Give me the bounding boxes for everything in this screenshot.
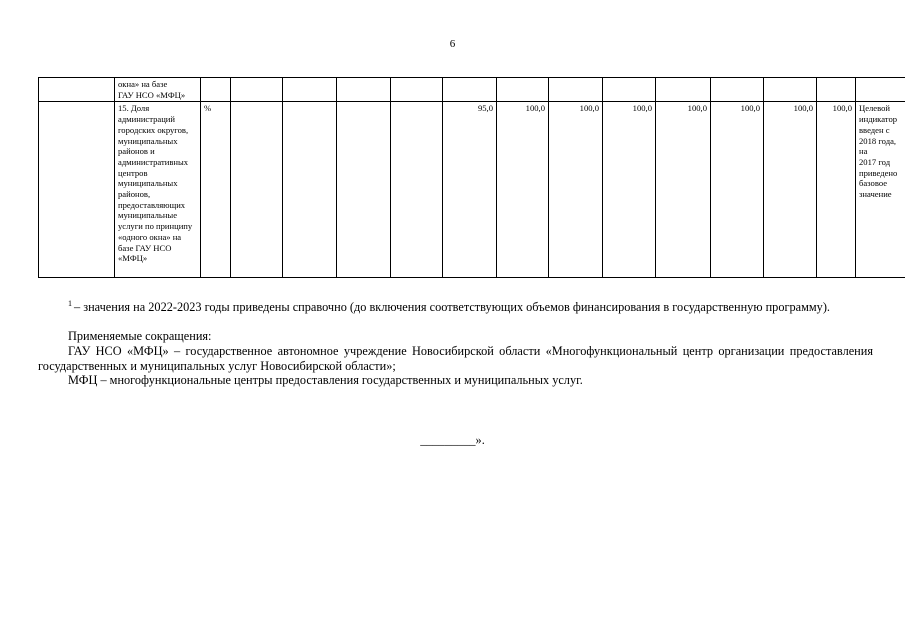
abbreviation-item: ГАУ НСО «МФЦ» – государственное автономное учреждение Новосибирской области «Многофункциональный центр организации предоставления государственных и муниципальных услуг Новосибирской области»;: [38, 343, 873, 373]
page-number: 6: [449, 38, 456, 50]
value-cell: 100,0: [603, 102, 656, 278]
indicator-table: [38, 77, 905, 278]
closing-mark: _________».: [420, 433, 485, 447]
table-cell: [391, 78, 443, 102]
value-cell: 100,0: [549, 102, 603, 278]
value-cell: [337, 102, 391, 278]
table-cell: [856, 78, 905, 102]
table-cell: [337, 78, 391, 102]
footnote-text: – значения на 2022-2023 годы приведены справочно (до включения соответствующих объемов финансирования в государственную программу).: [74, 300, 830, 314]
table-cell: [443, 78, 497, 102]
table-cell: [231, 102, 283, 278]
footnote: [68, 296, 878, 315]
table-row-continuation: [39, 78, 905, 102]
table-cell: [549, 78, 603, 102]
abbreviations-heading: Применяемые сокращения:: [68, 329, 212, 343]
table-cell: [656, 78, 711, 102]
footnote-marker: 1: [68, 299, 72, 308]
indicator-name-cell: 15. Доля администраций городских округов, муниципальных районов и административных центров муниципальных районов, предоставляющих муниципальные услуги по принципу «одного окна» на базе ГАУ НСО «МФЦ»: [115, 102, 201, 278]
table-cell: [39, 78, 115, 102]
table-cell: [283, 78, 337, 102]
abbreviations-section: [38, 329, 873, 388]
unit-cell: %: [201, 102, 231, 278]
abbreviation-item: МФЦ – многофункциональные центры предоставления государственных и муниципальных услуг.: [68, 373, 583, 388]
table-cell: [231, 78, 283, 102]
table-cell: [603, 78, 656, 102]
value-cell: [391, 102, 443, 278]
table-cell: [201, 78, 231, 102]
value-cell: 100,0: [497, 102, 549, 278]
value-cell: 100,0: [764, 102, 817, 278]
note-cell: Целевой индикатор введен с 2018 года, на 2017 год приведено базовое значение: [856, 102, 905, 278]
table-row-indicator-15: [39, 102, 905, 278]
table-cell: [39, 102, 115, 278]
indicator-name-cell: окна» на базе ГАУ НСО «МФЦ»: [115, 78, 201, 102]
value-cell: 100,0: [711, 102, 764, 278]
table-cell: [764, 78, 817, 102]
value-cell: 95,0: [443, 102, 497, 278]
table-cell: [817, 78, 856, 102]
value-cell: [283, 102, 337, 278]
value-cell: 100,0: [817, 102, 856, 278]
table-cell: [497, 78, 549, 102]
table-cell: [711, 78, 764, 102]
value-cell: 100,0: [656, 102, 711, 278]
